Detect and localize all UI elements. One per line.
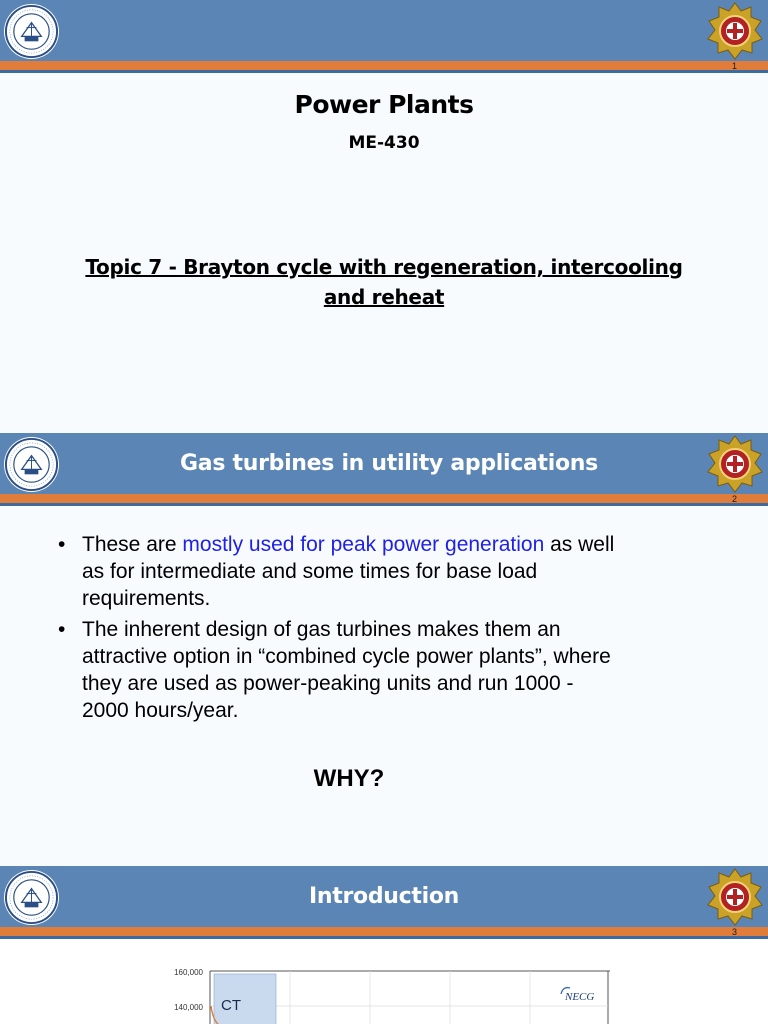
- bullet-text-pre: These are: [82, 533, 183, 556]
- header-accent-stripe: [0, 61, 768, 70]
- course-code: ME-430: [348, 133, 420, 153]
- bullet-item: [58, 531, 618, 612]
- necg-logo: NECG: [565, 991, 595, 1003]
- slide-header-bar: [0, 0, 768, 61]
- header-accent-stripe: [0, 927, 768, 936]
- y-tick-label: 140,000: [174, 1003, 203, 1012]
- load-chart: [165, 966, 610, 1024]
- bullet-dot-icon: •: [58, 618, 66, 641]
- highlighted-text: mostly used for peak power generation: [182, 533, 545, 556]
- why-question: WHY?: [313, 765, 385, 792]
- bullet-text-post: as well as for intermediate and some times for base load requirements.: [82, 533, 615, 610]
- slide-number: 3: [731, 927, 737, 937]
- bullet-list: [58, 531, 618, 728]
- slide-2: [0, 433, 768, 866]
- bullet-dot-icon: •: [58, 533, 66, 556]
- fire-emblem-icon: [706, 2, 764, 60]
- header-rule: [0, 503, 768, 506]
- header-accent-stripe: [0, 494, 768, 503]
- bullet-text: The inherent design of gas turbines makes them an attractive option in “combined cycle power plants”, where they are used as power-peaking units and run 1000 - 2000 hours/year.: [82, 618, 611, 722]
- slide-header-title: Gas turbines in utility applications: [180, 451, 598, 476]
- header-rule: [0, 70, 768, 73]
- slide-header-title: Introduction: [308, 884, 459, 909]
- slide-1: [0, 0, 768, 433]
- bullet-item: [58, 616, 618, 724]
- university-seal-icon: [3, 3, 60, 60]
- slide-title: Power Plants: [294, 90, 474, 119]
- slide-number: 2: [731, 494, 737, 504]
- topic-heading: Topic 7 - Brayton cycle with regeneration, intercooling and reheat: [85, 255, 683, 309]
- ct-label: CT: [221, 997, 241, 1014]
- header-rule: [0, 936, 768, 939]
- y-tick-label: 160,000: [174, 968, 203, 977]
- slide-number: 1: [731, 61, 737, 71]
- slide-3: [0, 866, 768, 1024]
